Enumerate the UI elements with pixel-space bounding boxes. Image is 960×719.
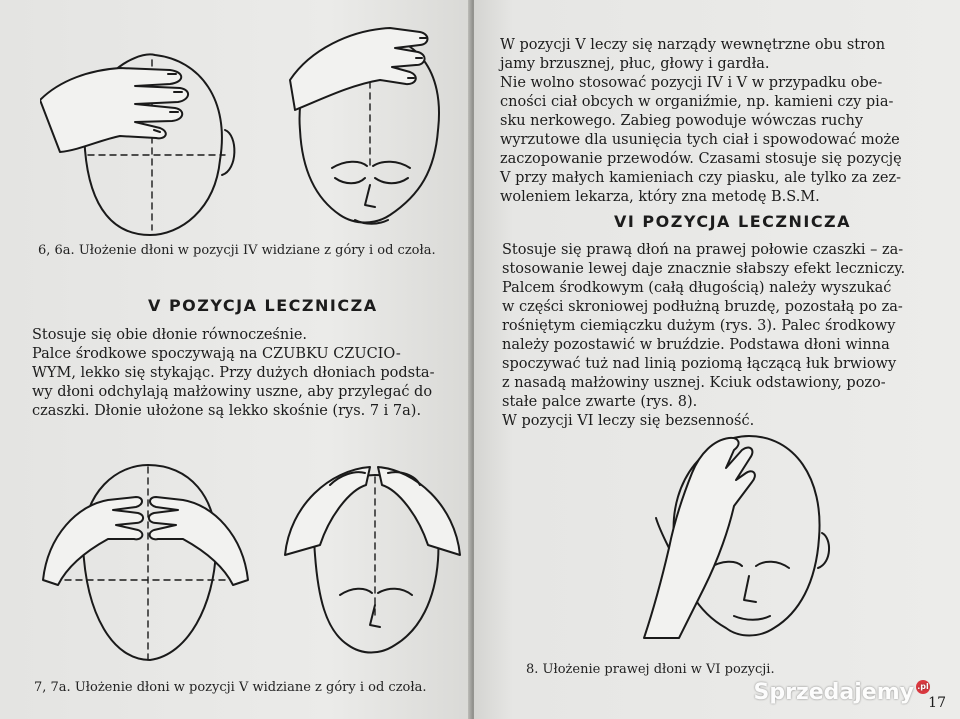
text-line: Stosuje się prawą dłoń na prawej połowie czaszki – za-	[502, 242, 904, 258]
watermark-text: Sprzedajemy	[753, 680, 914, 705]
text-line: jamy brzusznej, płuc, głowy i gardła.	[500, 56, 770, 72]
text-line: wy dłoni odchylają małżowiny uszne, aby przylegać do	[32, 384, 433, 400]
left-page	[0, 0, 472, 719]
figure-7-top-view	[38, 455, 253, 675]
text-line: WYM, lekko się stykając. Przy dużych dłoniach podsta-	[32, 365, 435, 381]
figure-8-caption: 8. Ułożenie prawej dłoni w VI pozycji.	[526, 662, 775, 677]
text-line: spoczywać tuż nad linią poziomą łączącą łuk brwiowy	[502, 356, 897, 372]
sprzedajemy-watermark	[754, 680, 931, 705]
figure-6-caption: 6, 6a. Ułożenie dłoni w pozycji IV widziane z góry i od czoła.	[38, 243, 436, 258]
figure-6a-front-view	[270, 10, 460, 240]
text-line: stosowanie lewej daje znacznie słabszy efekt leczniczy.	[502, 261, 906, 277]
text-line: zaczopowanie przewodów. Czasami stosuje się pozycję	[500, 151, 902, 167]
text-line: rośniętym ciemiączku dużym (rys. 3). Palec środkowy	[502, 318, 896, 334]
text-line: należy pozostawić w bruździe. Podstawa dłoni winna	[502, 337, 890, 353]
text-line: V przy małych kamieniach czy piasku, ale tylko za zez-	[500, 170, 901, 186]
figure-8-right-hand-view	[634, 428, 834, 653]
text-line: w części skroniowej podłużną bruzdę, pozostałą po za-	[502, 299, 903, 315]
text-line: Palce środkowe spoczywają na CZUBKU CZUCIO-	[32, 346, 401, 362]
text-line: czaszki. Dłonie ułożone są lekko skośnie (rys. 7 i 7a).	[32, 403, 422, 419]
text-line: W pozycji VI leczy się bezsenność.	[502, 413, 755, 429]
section-heading-v: V POZYCJA LECZNICZA	[148, 296, 378, 315]
text-line: sku nerkowego. Zabieg powoduje wówczas ruchy	[500, 113, 864, 129]
text-line: stałe palce zwarte (rys. 8).	[502, 394, 698, 410]
text-line: W pozycji V leczy się narządy wewnętrzne obu stron	[500, 37, 886, 53]
position-v-contraindications-paragraph	[500, 36, 950, 207]
text-line: Palcem środkowym (całą długością) należy wyszukać	[502, 280, 892, 296]
text-line: cności ciał obcych w organiźmie, np. kamieni czy pia-	[500, 94, 894, 110]
watermark-badge: .pl	[916, 680, 930, 694]
section-vi-paragraph	[502, 241, 952, 431]
text-line: wyrzutowe dla usunięcia tych ciał i spowodować może	[500, 132, 900, 148]
figure-7a-front-view	[270, 445, 470, 670]
text-line: z nasadą małżowiny usznej. Kciuk odstawiony, pozo-	[502, 375, 886, 391]
text-line: Nie wolno stosować pozycji IV i V w przypadku obe-	[500, 75, 883, 91]
text-line: Stosuje się obie dłonie równocześnie.	[32, 327, 308, 343]
text-line: woleniem lekarza, który zna metodę B.S.M.	[500, 189, 820, 205]
figure-6-top-view	[40, 40, 250, 240]
right-page	[474, 0, 960, 719]
figure-7-caption: 7, 7a. Ułożenie dłoni w pozycji V widziane z góry i od czoła.	[34, 680, 427, 695]
section-heading-vi: VI POZYCJA LECZNICZA	[614, 212, 852, 231]
page-number: 17	[928, 695, 946, 711]
section-v-paragraph	[32, 326, 462, 421]
